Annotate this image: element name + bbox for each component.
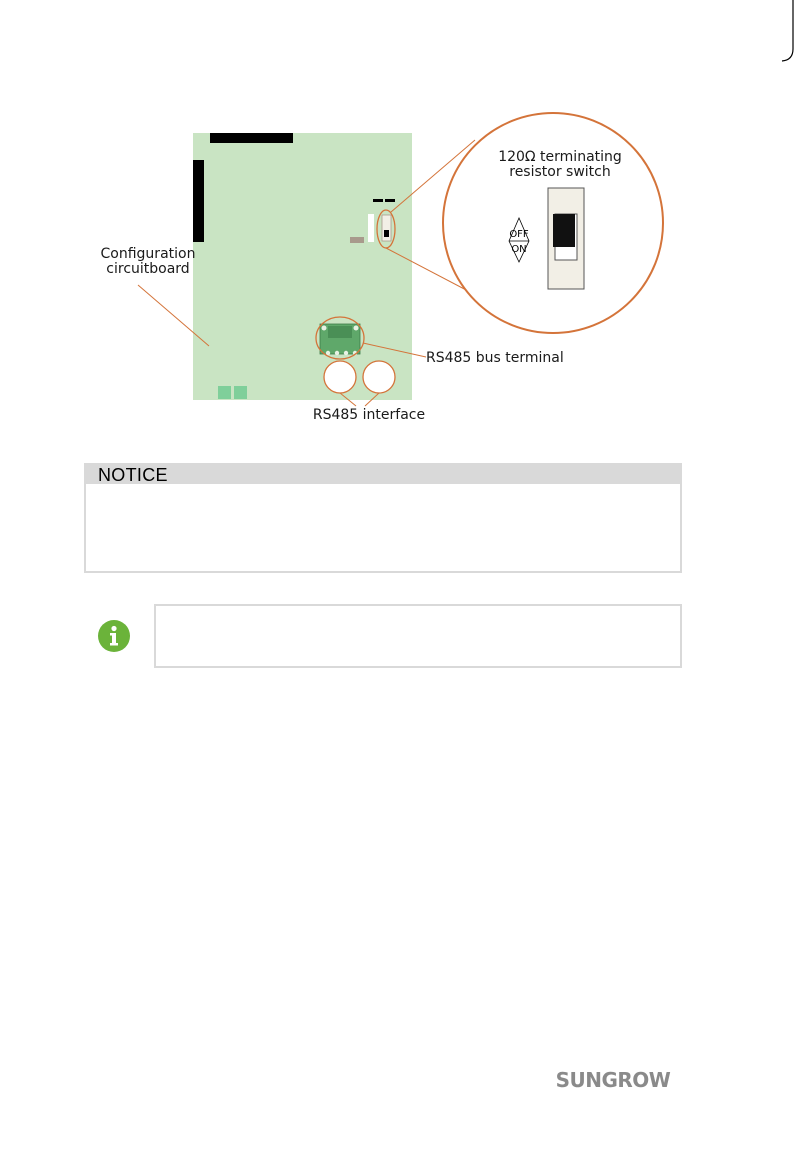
bus-terminal-label: RS485 bus terminal [426, 350, 564, 366]
brand-logo-text: SUNGROW [555, 1068, 671, 1090]
switch-title-line1: 120Ω terminating [498, 149, 622, 165]
configuration-circuitboard [193, 133, 412, 400]
white-slot [368, 214, 374, 242]
interface-label: RS485 interface [312, 407, 426, 423]
resistor-component [350, 237, 364, 243]
magnified-switch-lever [553, 214, 575, 247]
left-connector [193, 160, 204, 242]
switch-off-label: OFF [509, 229, 529, 240]
board-label-line2: circuitboard [106, 261, 190, 277]
rs485-port-2 [363, 361, 395, 393]
notice-body [86, 484, 680, 504]
top-connector [210, 133, 293, 143]
board-switch-knob [384, 230, 389, 237]
sungrow-logo [544, 1068, 682, 1090]
notice-box [84, 463, 682, 573]
board-pad-2 [234, 386, 247, 399]
configuration-board-diagram [0, 0, 794, 440]
note-box [154, 604, 682, 668]
board-label-line1: Configuration [100, 246, 196, 262]
notice-header: NOTICE [86, 465, 680, 484]
switch-on-label: ON [511, 244, 527, 255]
small-component-a [373, 199, 383, 202]
switch-title-line2: resistor switch [509, 164, 611, 180]
board-pad-1 [218, 386, 231, 399]
rs485-port-1 [324, 361, 356, 393]
board-switch [382, 215, 391, 241]
info-icon [97, 619, 131, 653]
small-component-b [385, 199, 395, 202]
